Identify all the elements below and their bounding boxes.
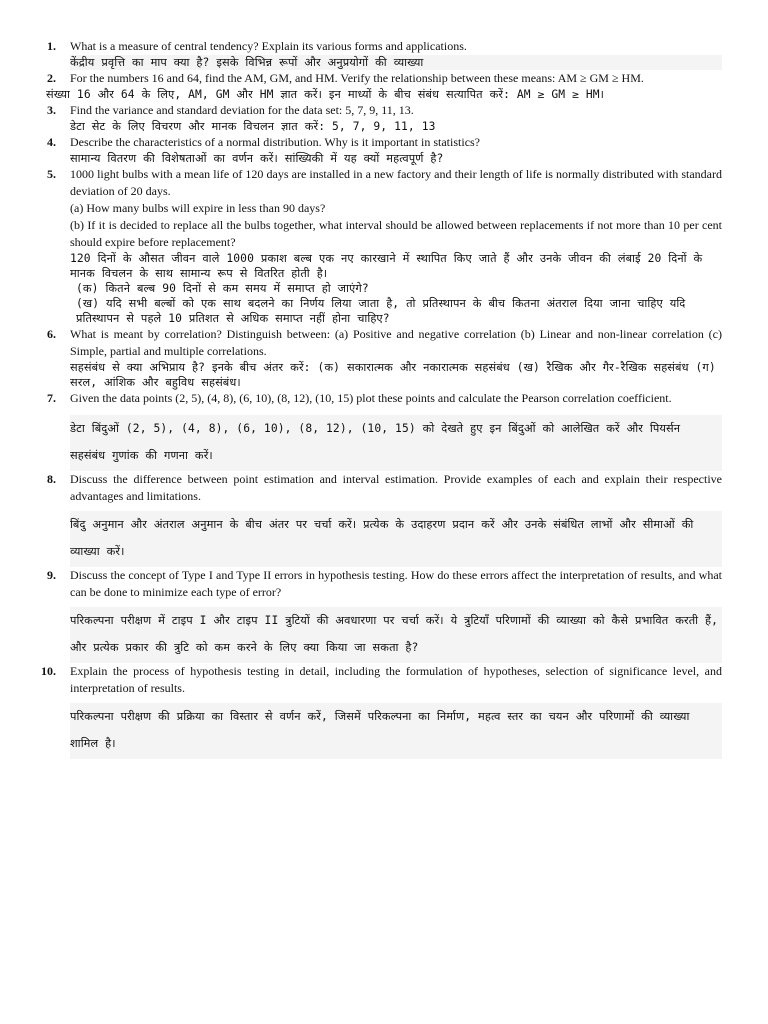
question-2 bbox=[0, 70, 768, 102]
sub-question-a-hi: (क) कितने बल्ब 90 दिनों से कम समय में समाप्त हो जाएंगे? bbox=[76, 282, 369, 295]
question-number: 10. bbox=[41, 664, 56, 678]
question-3 bbox=[0, 102, 768, 134]
question-text-hi: सामान्य वितरण की विशेषताओं का वर्णन करें। सांख्यिकी में यह क्यों महत्वपूर्ण है? bbox=[70, 152, 444, 165]
question-1 bbox=[0, 38, 768, 70]
question-number: 9. bbox=[47, 568, 56, 582]
question-number: 1. bbox=[47, 39, 56, 53]
question-4 bbox=[0, 134, 768, 166]
sub-question-b-hi: (ख) यदि सभी बल्बों को एक साथ बदलने का निर्णय लिया जाता है, तो प्रतिस्थापन के बीच कितना अंतराल दिया जाना चाहिए यदि प्रतिस्थापन से पहले 10 प्रतिशत से अधिक समाप्त नहीं होना चाहिए? bbox=[76, 297, 686, 325]
question-text-hi: संख्या 16 और 64 के लिए, AM, GM और HM ज्ञात करें। इन माध्यों के बीच संबंध सत्यापित करें: AM ≥ GM ≥ HM। bbox=[46, 88, 605, 101]
question-text-hi: बिंदु अनुमान और अंतराल अनुमान के बीच अंतर पर चर्चा करें। प्रत्येक के उदाहरण प्रदान करें और उनके संबंधित लाभों और सीमाओं की व्याख्या करें। bbox=[70, 511, 722, 567]
question-text-en: For the numbers 16 and 64, find the AM, GM, and HM. Verify the relationship between these means: AM ≥ GM ≥ HM. bbox=[70, 71, 644, 85]
question-number: 4. bbox=[47, 135, 56, 149]
question-text-en: Discuss the difference between point estimation and interval estimation. Provide examples of each and explain their respective advantages and limitations. bbox=[70, 472, 722, 503]
question-8 bbox=[0, 471, 768, 567]
question-text-en: Explain the process of hypothesis testing in detail, including the formulation of hypotheses, selection of significance level, and interpretation of results. bbox=[70, 664, 722, 695]
question-number: 8. bbox=[47, 472, 56, 486]
question-text-en: Describe the characteristics of a normal distribution. Why is it important in statistics? bbox=[70, 135, 481, 149]
question-5 bbox=[0, 166, 768, 326]
question-text-hi: परिकल्पना परीक्षण की प्रक्रिया का विस्तार से वर्णन करें, जिसमें परिकल्पना का निर्माण, महत्व स्तर का चयन और परिणामों की व्याख्या शामिल है। bbox=[70, 703, 722, 759]
question-text-hi: डेटा सेट के लिए विचरण और मानक विचलन ज्ञात करें: 5, 7, 9, 11, 13 bbox=[70, 120, 436, 133]
question-text-en: 1000 light bulbs with a mean life of 120 days are installed in a new factory and their length of life is normally distributed with standard deviation of 20 days. bbox=[70, 167, 722, 198]
sub-question-b: (b) If it is decided to replace all the bulbs together, what interval should be allowed between replacements if not more than 10 per cent should expire before replacement? bbox=[70, 218, 722, 249]
question-text-hi: सहसंबंध से क्या अभिप्राय है? इनके बीच अंतर करें: (क) सकारात्मक और नकारात्मक सहसंबंध (ख) रैखिक और गैर-रैखिक सहसंबंध (ग) सरल, आंशिक और बहुविध सहसंबंध। bbox=[70, 361, 716, 389]
question-7 bbox=[0, 390, 768, 471]
question-text-hi: 120 दिनों के औसत जीवन वाले 1000 प्रकाश बल्ब एक नए कारखाने में स्थापित किए जाते हैं और उनके जीवन की लंबाई 20 दिनों के मानक विचलन के साथ सामान्य रूप से वितरित होती है। bbox=[70, 252, 703, 280]
question-text-hi: परिकल्पना परीक्षण में टाइप I और टाइप II त्रुटियों की अवधारणा पर चर्चा करें। ये त्रुटियाँ परिणामों की व्याख्या को कैसे प्रभावित करती हैं, और प्रत्येक प्रकार की त्रुटि को कम करने के लिए क्या किया जा सकता है? bbox=[70, 607, 722, 663]
question-number: 6. bbox=[47, 327, 56, 341]
question-text-en: Discuss the concept of Type I and Type II errors in hypothesis testing. How do these errors affect the interpretation of results, and what can be done to minimize each type of error? bbox=[70, 568, 722, 599]
question-9 bbox=[0, 567, 768, 663]
question-number: 5. bbox=[47, 167, 56, 181]
question-text-en: What is a measure of central tendency? Explain its various forms and applications. bbox=[70, 39, 467, 53]
question-number: 3. bbox=[47, 103, 56, 117]
question-text-en: Find the variance and standard deviation for the data set: 5, 7, 9, 11, 13. bbox=[70, 103, 414, 117]
question-number: 2. bbox=[47, 71, 56, 85]
question-6 bbox=[0, 326, 768, 390]
question-text-hi: डेटा बिंदुओं (2, 5), (4, 8), (6, 10), (8, 12), (10, 15) को देखते हुए इन बिंदुओं को आलेखित करें और पियर्सन सहसंबंध गुणांक की गणना करें। bbox=[70, 415, 722, 471]
sub-question-a: (a) How many bulbs will expire in less than 90 days? bbox=[70, 201, 326, 215]
question-list bbox=[0, 38, 768, 759]
question-10 bbox=[0, 663, 768, 759]
question-text-en: Given the data points (2, 5), (4, 8), (6, 10), (8, 12), (10, 15) plot these points and calculate the Pearson correlation coefficient. bbox=[70, 391, 672, 405]
question-text-en: What is meant by correlation? Distinguish between: (a) Positive and negative correlation (b) Linear and non-linear correlation (c) Simple, partial and multiple correlations. bbox=[70, 327, 722, 358]
question-text-hi: केंद्रीय प्रवृत्ति का माप क्या है? इसके विभिन्न रूपों और अनुप्रयोगों की व्याख्या bbox=[70, 55, 722, 70]
question-number: 7. bbox=[47, 391, 56, 405]
